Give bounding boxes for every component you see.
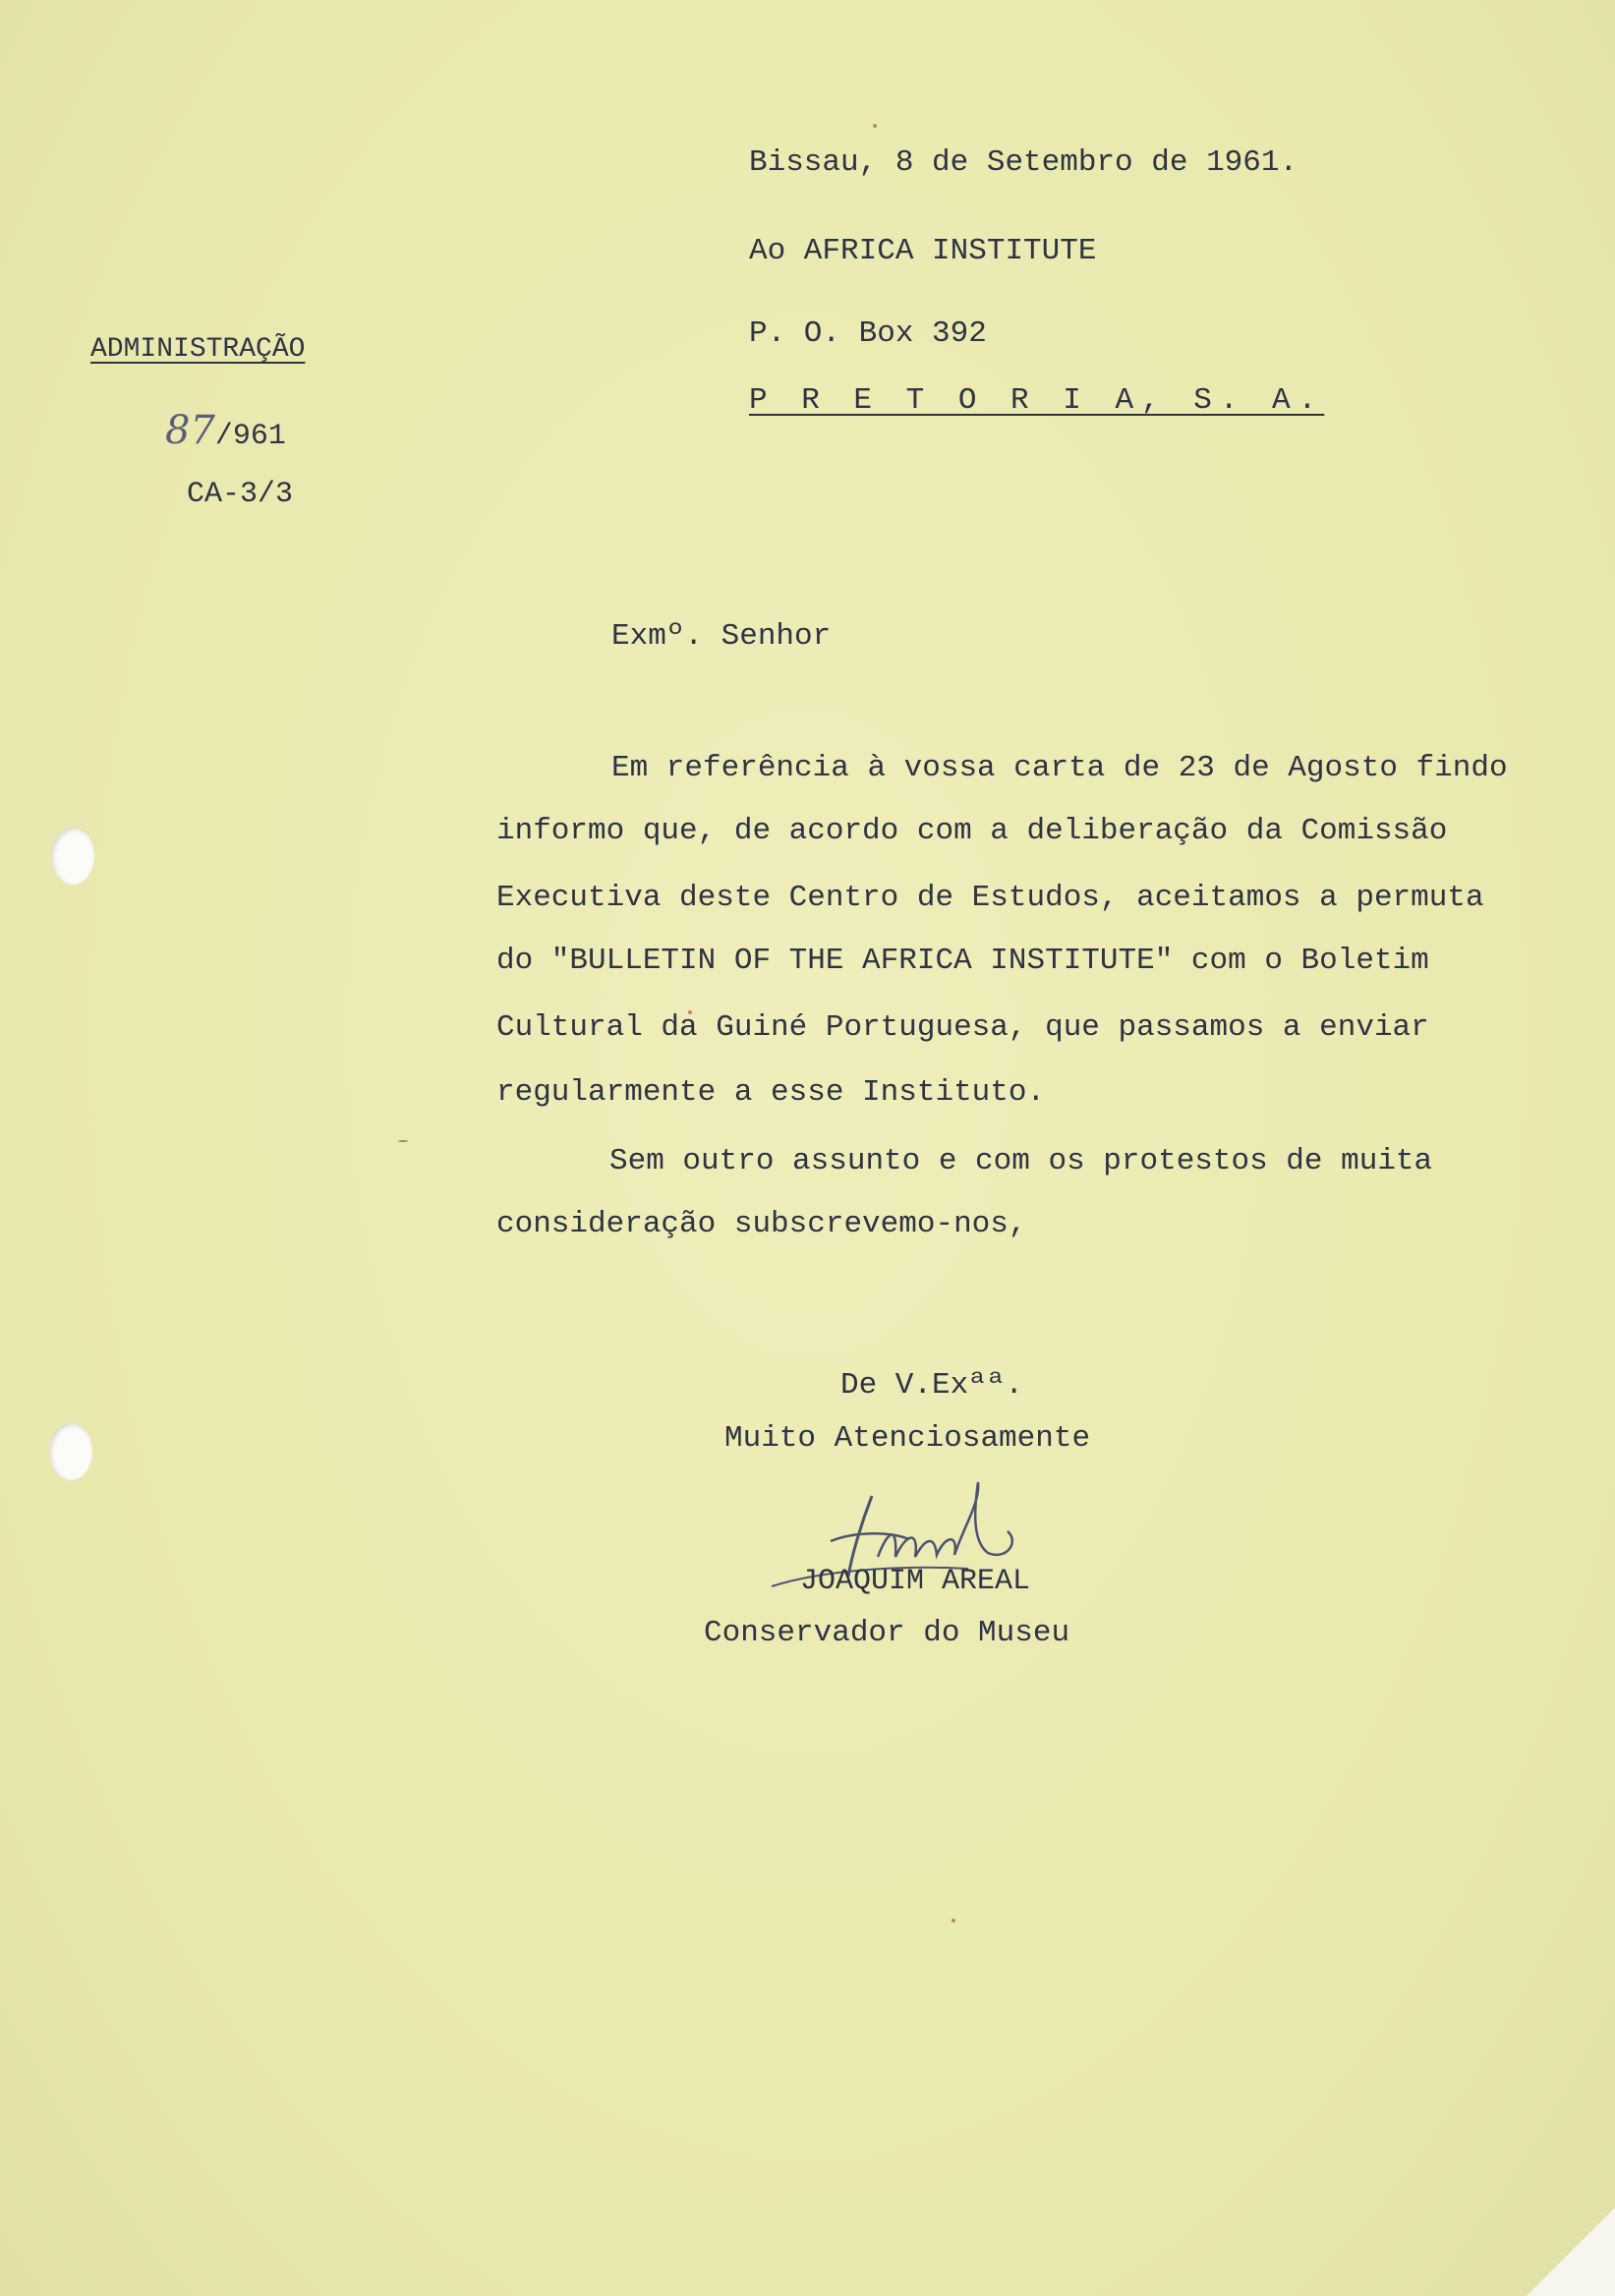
salutation: Exmº. Senhor (611, 619, 832, 654)
reference-number-year: /961 (214, 420, 286, 453)
closing-line: Sem outro assunto e com os protestos de muita (609, 1144, 1433, 1178)
recipient-name: Ao AFRICA INSTITUTE (749, 234, 1097, 268)
body-line: Cultural da Guiné Portuguesa, que passamos a enviar (496, 1010, 1429, 1045)
body-line: do "BULLETIN OF THE AFRICA INSTITUTE" com o Boletim (496, 944, 1429, 978)
body-line: regularmente a esse Instituto. (496, 1075, 1046, 1110)
closing-line: consideração subscrevemo-nos, (496, 1207, 1027, 1241)
paper-speck (952, 1919, 955, 1923)
punch-hole-bottom (49, 1423, 92, 1480)
paper-speck (398, 1140, 408, 1142)
signoff-regards: Muito Atenciosamente (724, 1421, 1091, 1456)
department-heading: ADMINISTRAÇÃO (90, 334, 306, 365)
reference-number-handwritten: 87 (165, 408, 215, 453)
signatory-name: JOAQUIM AREAL (800, 1565, 1031, 1598)
paper-speck (873, 124, 877, 128)
signoff-greeting: De V.Exªª. (840, 1368, 1024, 1403)
reference-number (165, 408, 286, 453)
body-line: Em referência à vossa carta de 23 de Agosto findo (611, 751, 1508, 785)
recipient-city: P R E T O R I A, S. A. (749, 383, 1325, 418)
reference-code: CA-3/3 (187, 478, 294, 511)
date-line: Bissau, 8 de Setembro de 1961. (749, 145, 1298, 180)
body-line: informo que, de acordo com a deliberação da Comissão (496, 814, 1448, 848)
body-line: Executiva deste Centro de Estudos, aceitamos a permuta (496, 881, 1484, 915)
recipient-box: P. O. Box 392 (749, 316, 987, 351)
folded-corner (1527, 2208, 1615, 2296)
punch-hole-top (51, 828, 94, 885)
signatory-title: Conservador do Museu (704, 1616, 1070, 1650)
